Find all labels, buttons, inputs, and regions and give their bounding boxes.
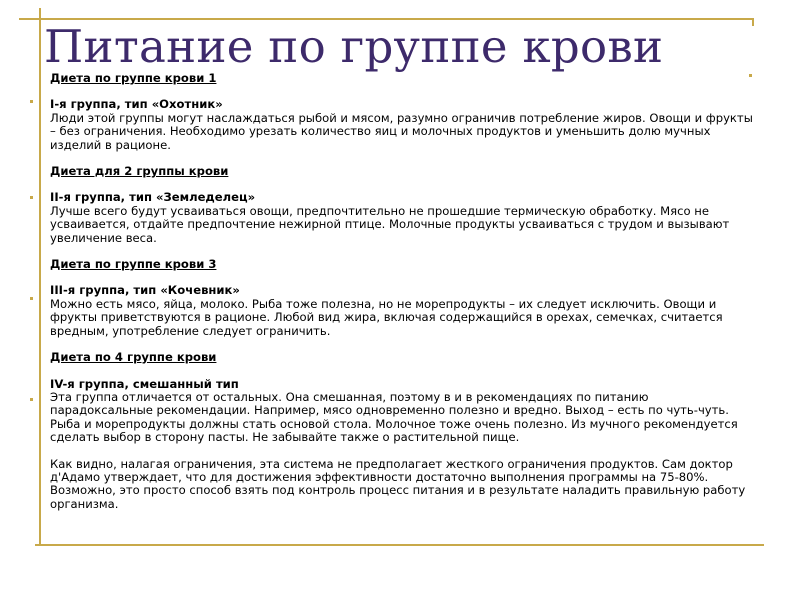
section-heading: Диета по 4 группе крови <box>50 350 217 365</box>
diet-section-3 <box>50 258 754 338</box>
slide-body <box>50 72 754 511</box>
section-subheading: IV-я группа, смешанный тип <box>50 376 239 391</box>
section-subheading: I-я группа, тип «Охотник» <box>50 97 223 112</box>
diet-section-2 <box>50 165 754 245</box>
section-heading: Диета для 2 группы крови <box>50 164 229 179</box>
section-text: Эта группа отличается от остальных. Она смешанная, поэтому в и в рекомендациях по питанию парадоксальные рекомендации. Например, мясо одновременно полезно и вредно. Выход – есть по чуть-чуть. Рыба и морепродукты должны стать основой стола. Молочное тоже очень полезно. Из мучного рекомендуется сделать выбор в сторону пасты. Не забывайте также о растительной пище. <box>50 389 738 445</box>
slide-title: Питание по группе крови <box>44 20 664 73</box>
decorative-corner-mark <box>752 18 754 26</box>
diet-section-1 <box>50 72 754 152</box>
section-heading: Диета по группе крови 1 <box>50 71 217 85</box>
section-text: Лучше всего будут усваиваться овощи, предпочтительно не прошедшие термическую обработку. Мясо не усваивается, отдайте предпочтение нежирной птице. Молочные продукты усваиваться с трудом и вызывают увеличение веса. <box>50 203 730 245</box>
diet-section-4 <box>50 351 754 511</box>
bullet-marker <box>30 100 33 103</box>
bullet-marker <box>30 297 33 300</box>
bullet-marker <box>30 196 33 199</box>
bullet-marker <box>30 398 33 401</box>
section-subheading: II-я группа, тип «Земледелец» <box>50 190 256 205</box>
decorative-left-line <box>39 8 41 546</box>
section-text: Можно есть мясо, яйца, молоко. Рыба тоже полезна, но не морепродукты – их следует исключить. Овощи и фрукты приветствуются в рационе. Любой вид жира, включая содержащийся в орехах, семечках, считается вредным, употребление следует ограничить. <box>50 296 723 338</box>
section-text: Люди этой группы могут наслаждаться рыбой и мясом, разумно ограничив потребление жиров. Овощи и фрукты – без ограничения. Необходимо урезать количество яиц и молочных продуктов и уменьшить долю мучных изделий в рационе. <box>50 110 753 152</box>
section-heading: Диета по группе крови 3 <box>50 257 217 272</box>
decorative-bottom-line <box>35 544 764 546</box>
closing-paragraph: Как видно, налагая ограничения, эта система не предполагает жесткого ограничения продуктов. Сам доктор д'Адамо утверждает, что для достижения эффективности достаточно выполнения программы на 75-80%. Возможно, это просто способ взять под контроль процесс питания и в результате наладить правильную работу организма. <box>50 456 746 511</box>
section-subheading: III-я группа, тип «Кочевник» <box>50 283 240 298</box>
